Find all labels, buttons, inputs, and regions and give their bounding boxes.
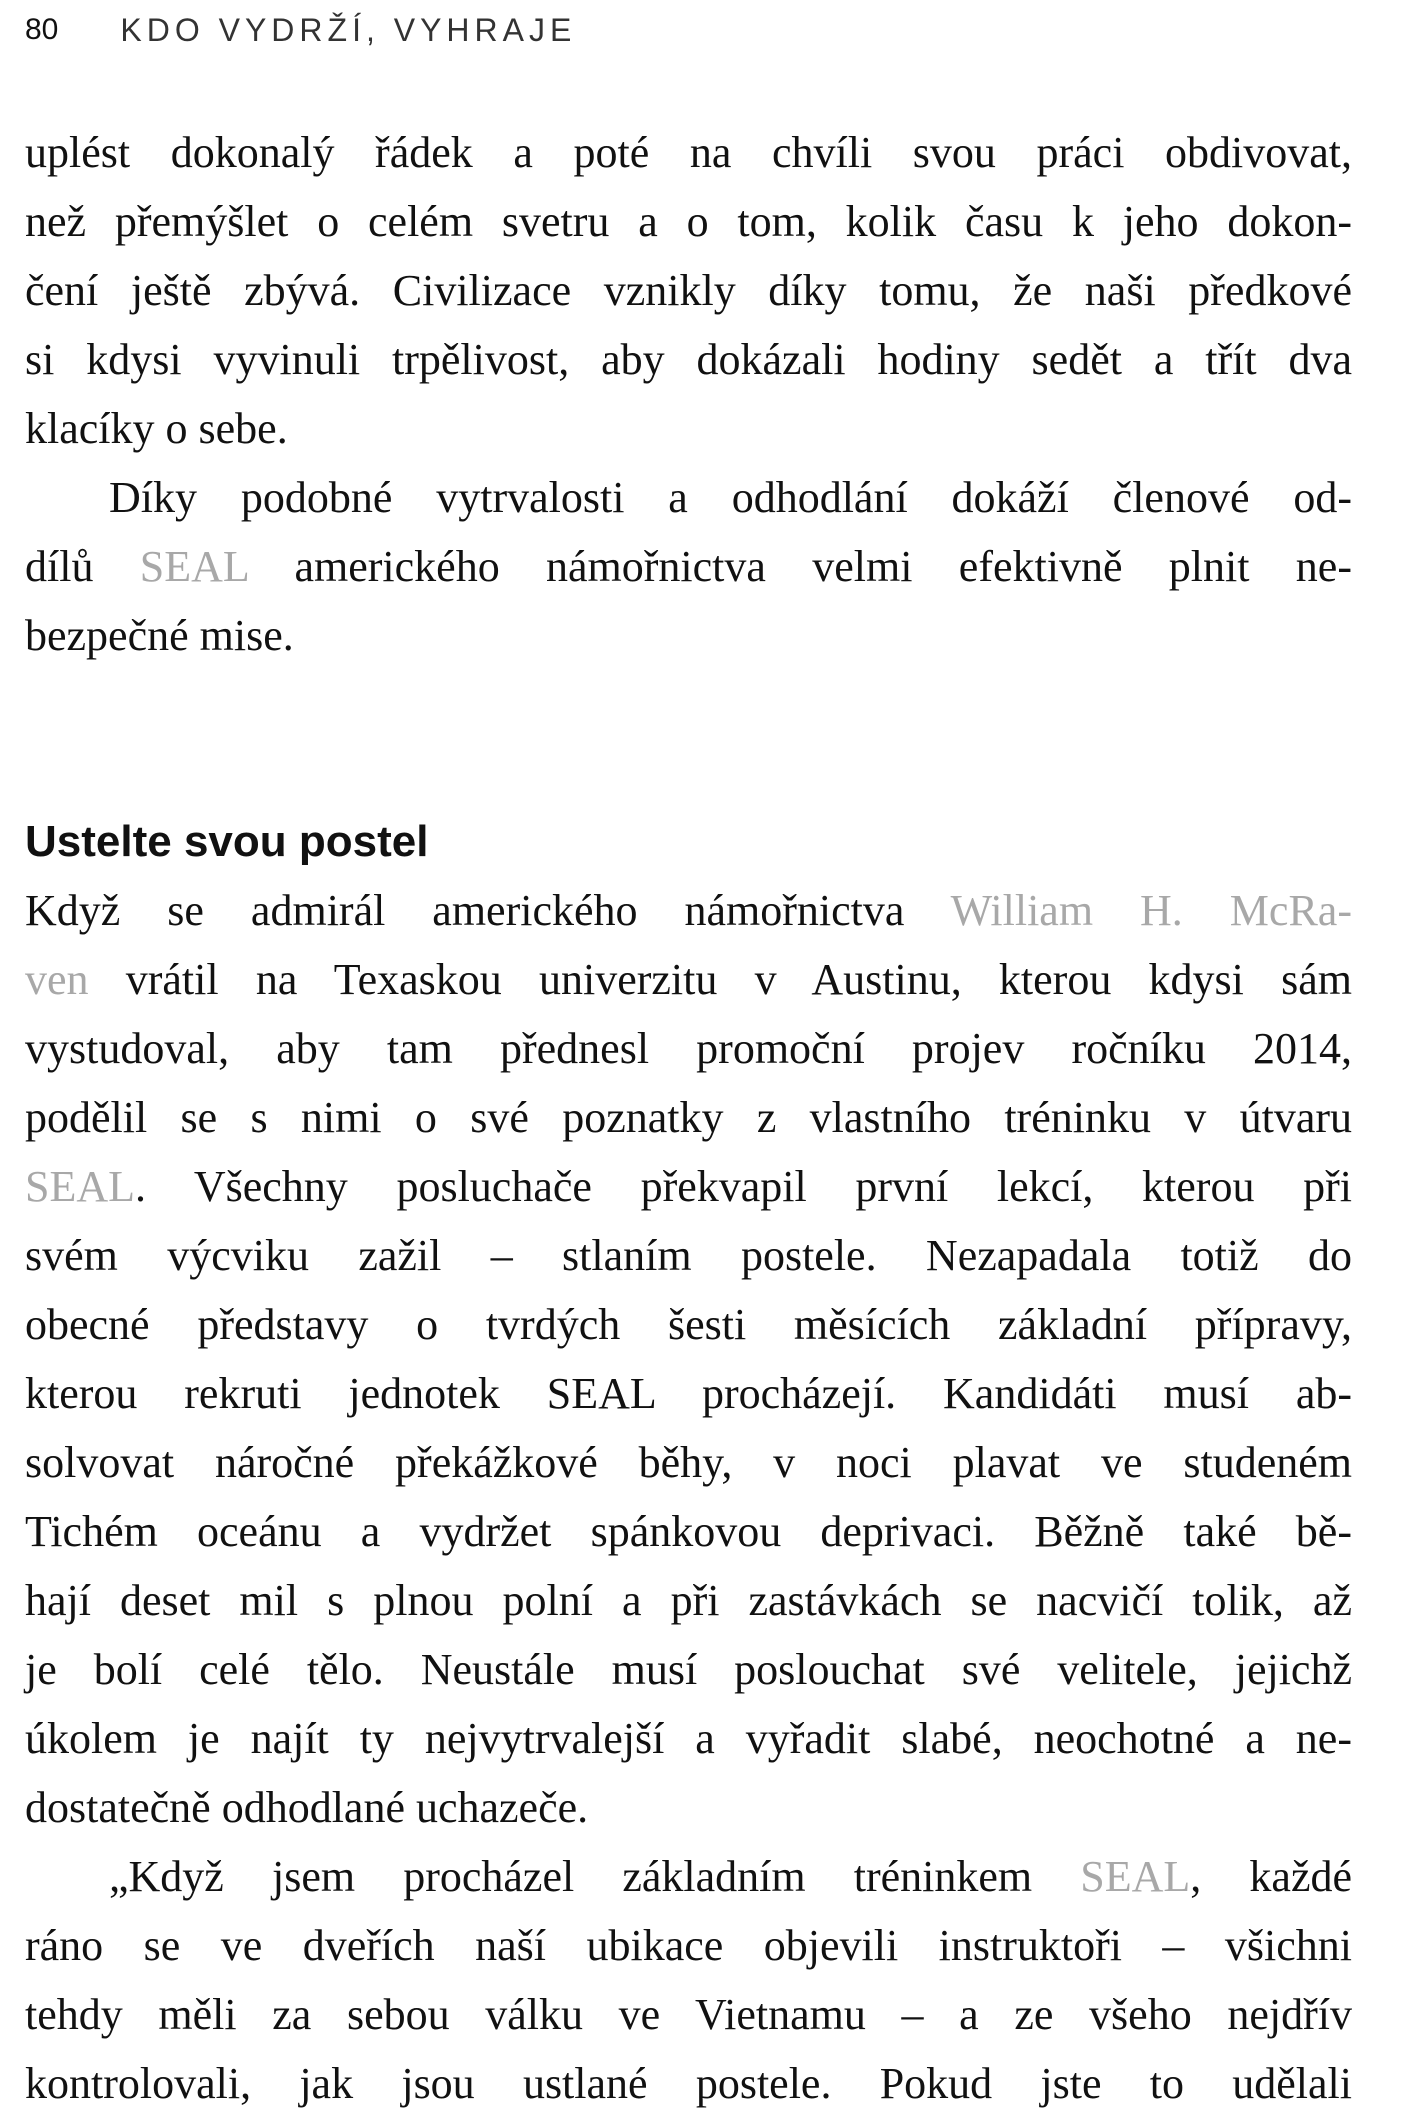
text-line [25, 463, 1352, 532]
highlighted-term: William H. McRa- [950, 886, 1352, 935]
text-segment: dílů [25, 542, 140, 591]
text-segment: Když se admirál amerického námořnictva [25, 886, 951, 935]
text-line [25, 532, 1352, 601]
text-segment: uplést dokonalý řádek a poté na chvíli svou práci obdivovat, [25, 128, 1352, 177]
text-segment: klacíky o sebe. [25, 404, 288, 453]
text-line [25, 1497, 1352, 1566]
text-line [25, 601, 1352, 670]
text-line [25, 1221, 1352, 1290]
text-segment: obecné představy o tvrdých šesti měsících základní přípravy, [25, 1300, 1352, 1349]
text-line [25, 1773, 1352, 1842]
text-segment: „Když jsem procházel základním tréninkem [109, 1852, 1081, 1901]
text-segment: než přemýšlet o celém svetru a o tom, kolik času k jeho dokon- [25, 197, 1352, 246]
running-header [25, 8, 576, 52]
text-line [25, 1359, 1352, 1428]
text-line [25, 876, 1352, 945]
text-line [25, 1428, 1352, 1497]
text-segment: vystudoval, aby tam přednesl promoční projev ročníku 2014, [25, 1024, 1352, 1073]
highlighted-term: SEAL [139, 542, 249, 591]
text-segment: hají deset mil s plnou polní a při zastávkách se nacvičí tolik, až [25, 1576, 1352, 1625]
text-segment: ráno se ve dveřích naší ubikace objevili instruktoři – všichni [25, 1921, 1352, 1970]
text-line [25, 256, 1352, 325]
page-number: 80 [25, 13, 59, 46]
text-line [25, 1152, 1352, 1221]
text-line [25, 1911, 1352, 1980]
text-block-section [25, 876, 1352, 2118]
text-segment: čení ještě zbývá. Civilizace vznikly díky tomu, že naši předkové [25, 266, 1352, 315]
text-segment: kontrolovali, jak jsou ustlané postele. Pokud jste to udělali [25, 2059, 1352, 2108]
text-segment: kterou rekruti jednotek SEAL procházejí. Kandidáti musí ab- [25, 1369, 1352, 1418]
text-line [25, 1083, 1352, 1152]
highlighted-term: SEAL [1080, 1852, 1191, 1901]
text-segment: Díky podobné vytrvalosti a odhodlání dokáží členové od- [109, 473, 1352, 522]
text-line [25, 945, 1352, 1014]
text-line [25, 187, 1352, 256]
running-title: KDO VYDRŽÍ, VYHRAJE [120, 11, 577, 48]
text-line [25, 1014, 1352, 1083]
text-segment: solvovat náročné překážkové běhy, v noci plavat ve studeném [25, 1438, 1352, 1487]
text-block-intro [25, 118, 1352, 670]
text-segment: vrátil na Texaskou univerzitu v Austinu, kterou kdysi sám [88, 955, 1352, 1004]
text-line [25, 1635, 1352, 1704]
text-line [25, 2049, 1352, 2118]
section-heading: Ustelte svou postel [25, 817, 429, 866]
text-segment: svém výcviku zažil – stlaním postele. Nezapadala totiž do [25, 1231, 1352, 1280]
text-segment: si kdysi vyvinuli trpělivost, aby dokázali hodiny sedět a třít dva [25, 335, 1352, 384]
text-line [25, 1566, 1352, 1635]
text-segment: , každé [1190, 1852, 1353, 1901]
text-segment: podělil se s nimi o své poznatky z vlastního tréninku v útvaru [25, 1093, 1352, 1142]
text-segment: je bolí celé tělo. Neustále musí poslouchat své velitele, jejichž [25, 1645, 1352, 1694]
text-segment: dostatečně odhodlané uchazeče. [25, 1783, 589, 1832]
text-segment: bezpečné mise. [25, 611, 294, 660]
text-line [25, 394, 1352, 463]
text-line [25, 1980, 1352, 2049]
text-line [25, 1842, 1352, 1911]
highlighted-term: ven [25, 955, 89, 1004]
text-line [25, 325, 1352, 394]
text-line [25, 1704, 1352, 1773]
text-segment: . Všechny posluchače překvapil první lekcí, kterou při [135, 1162, 1352, 1211]
text-line [25, 118, 1352, 187]
text-line [25, 1290, 1352, 1359]
highlighted-term: SEAL [25, 1162, 135, 1211]
text-segment: tehdy měli za sebou válku ve Vietnamu – a ze všeho nejdřív [25, 1990, 1352, 2039]
text-segment: úkolem je najít ty nejvytrvalejší a vyřadit slabé, neochotné a ne- [25, 1714, 1352, 1763]
text-segment: amerického námořnictva velmi efektivně plnit ne- [248, 542, 1352, 591]
text-segment: Tichém oceánu a vydržet spánkovou deprivaci. Běžně také bě- [25, 1507, 1352, 1556]
